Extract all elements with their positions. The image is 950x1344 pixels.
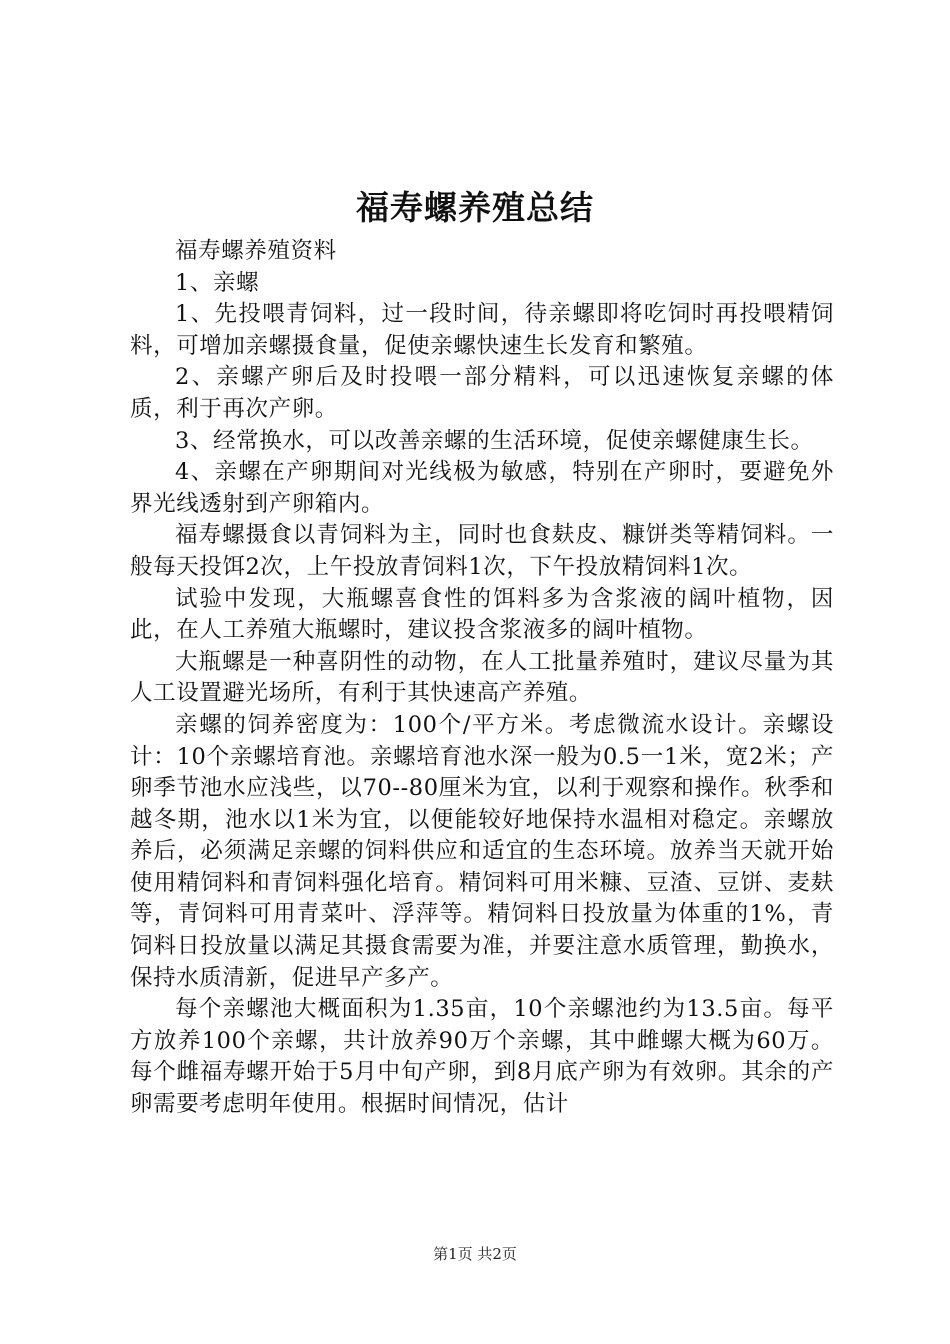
document-title: 福寿螺养殖总结	[356, 188, 594, 227]
paragraph-item-1: 1、先投喂青饲料，过一段时间，待亲螺即将吃饲时再投喂精饲料，可增加亲螺摄食量，促使亲螺快速生长发育和繁殖。	[130, 301, 834, 359]
page-footer: 第1页 共2页	[433, 1245, 517, 1263]
paragraph-pond-area: 每个亲螺池大概面积为1.35亩，10个亲螺池约为13.5亩。每平方放养100个亲螺，共计放养90万个亲螺，其中雌螺大概为60万。每个雌福寿螺开始于5月中旬产卵，到8月底产卵为有效卵。其余的产卵需要考虑明年使用。根据时间情况，估计	[130, 996, 834, 1118]
paragraph-experiment: 试验中发现，大瓶螺喜食性的饵料多为含浆液的阔叶植物，因此，在人工养殖大瓶螺时，建议投含浆液多的阔叶植物。	[130, 585, 834, 644]
document-body	[130, 236, 834, 1121]
paragraph-item-3: 3、经常换水，可以改善亲螺的生活环境，促使亲螺健康生长。	[175, 427, 814, 454]
paragraph-item-4: 4、亲螺在产卵期间对光线极为敏感，特别在产卵时，要避免外界光线透射到产卵箱内。	[130, 459, 834, 517]
paragraph-section-parent-snail: 1、亲螺	[175, 269, 260, 296]
paragraph-density: 亲螺的饲养密度为：100个/平方米。考虑微流水设计。亲螺设计：10个亲螺培育池。亲螺培育池水深一般为0.5一1米，宽2米；产卵季节池水应浅些，以70--80厘米为宜，以利于观察和操作。秋季和越冬期，池水以1米为宜，以便能较好地保持水温相对稳定。亲螺放养后，必须满足亲螺的饲料供应和适宜的生态环境。放养当天就开始使用精饲料和青饲料强化培育。精饲料可用米糠、豆渣、豆饼、麦麸等，青饲料可用青菜叶、浮萍等。精饲料日投放量为体重的1%，青饲料日投放量以满足其摄食需要为准，并要注意水质管理，勤换水，保持水质清新，促进早产多产。	[130, 711, 834, 991]
paragraph-item-2: 2、亲螺产卵后及时投喂一部分精料，可以迅速恢复亲螺的体质，利于再次产卵。	[130, 364, 834, 422]
paragraph-feeding: 福寿螺摄食以青饲料为主，同时也食麸皮、糠饼类等精饲料。一般每天投饵2次，上午投放青饲料1次，下午投放精饲料1次。	[130, 522, 834, 580]
paragraph-shade: 大瓶螺是一种喜阴性的动物，在人工批量养殖时，建议尽量为其人工设置避光场所，有利于其快速高产养殖。	[130, 648, 834, 707]
paragraph-heading-material: 福寿螺养殖资料	[175, 238, 337, 264]
